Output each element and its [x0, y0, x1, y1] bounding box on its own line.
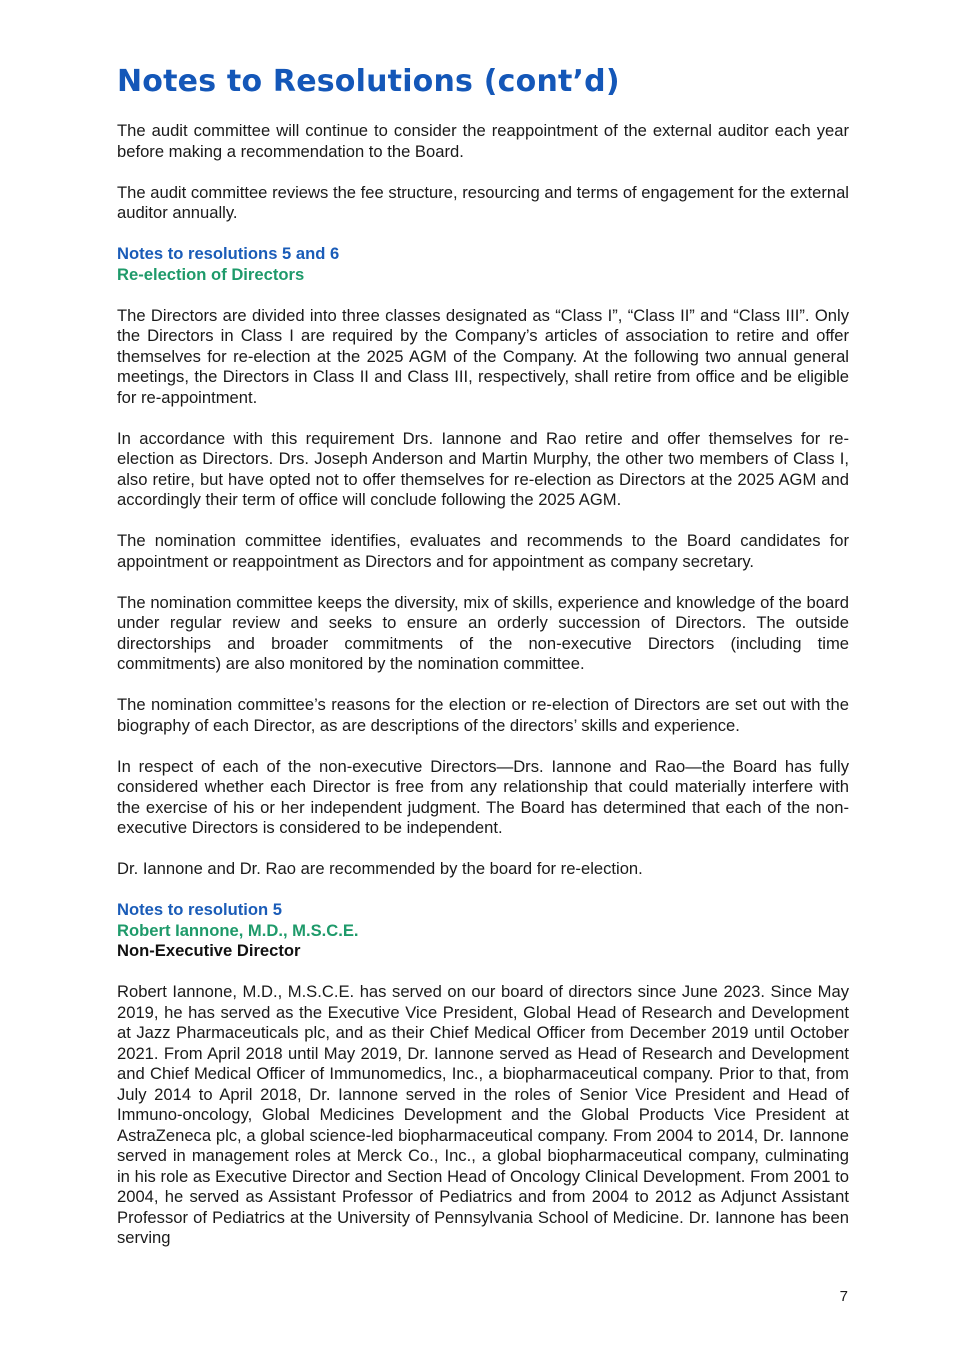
director-name: Robert Iannone, M.D., M.S.C.E. [117, 920, 359, 940]
page-number: 7 [839, 1288, 848, 1305]
paragraph: Dr. Iannone and Dr. Rao are recommended by the board for re-election. [117, 859, 643, 878]
paragraph: In accordance with this requirement Drs. Iannone and Rao retire and offer themselves for re-election as Directors. Drs. Joseph Anderson and Martin Murphy, the other two members of Class I, also retire, but have opted not to offer themselves for re-election as Directors at the 2025 AGM and accordingly their term of office will conclude following the 2025 AGM. [117, 428, 849, 509]
section-heading: Notes to resolutions 5 and 6 [117, 244, 340, 263]
paragraph: The audit committee reviews the fee structure, resourcing and terms of engagement for the external auditor annually. [117, 182, 849, 222]
director-biography: Robert Iannone, M.D., M.S.C.E. has served on our board of directors since June 2023. Since May 2019, he has served as the Executive Vice President, Global Head of Research and Development at Jazz Pharmaceuticals plc, and as their Chief Medical Officer from December 2019 until October 2021. From April 2018 until May 2019, Dr. Iannone served as Head of Research and Development and Chief Medical Officer of Immunomedics, Inc., a biopharmaceutical company. Prior to that, from July 2014 to April 2018, Dr. Iannone served in the roles of Senior Vice President and Head of Immuno-oncology, Global Medicines Development and the Global Products Vice President at AstraZeneca plc, a global science-led biopharmaceutical company. From 2004 to 2014, Dr. Iannone served in management roles at Merck Co., Inc., a global biopharmaceutical company, culminating in his role as Executive Director and Section Head of Oncology Clinical Development. From 2001 to 2004, he served as Assistant Professor of Pediatrics and from 2004 to 2012 as Adjunct Assistant Professor of Pediatrics at the University of Pennsylvania School of Medicine. Dr. Iannone has been serving [117, 982, 849, 1247]
paragraph: The nomination committee keeps the diversity, mix of skills, experience and knowledge of the board under regular review and seeks to ensure an orderly succession of Directors. The outside directorships and broader commitments of the non-executive Directors (including time commitments) are also monitored by the nomination committee. [117, 592, 849, 673]
director-role: Non-Executive Director [117, 941, 301, 960]
section-subheading: Re-election of Directors [117, 264, 305, 284]
paragraph: The Directors are divided into three classes designated as “Class I”, “Class II” and “Class III”. Only the Directors in Class I are required by the Company’s articles of association to retire and offer themselves for re-election at the 2025 AGM of the Company. At the following two annual general meetings, the Directors in Class II and Class III, respectively, shall retire from office and be eligible for re-appointment. [117, 305, 849, 407]
paragraph: The nomination committee identifies, evaluates and recommends to the Board candidates for appointment or reappointment as Directors and for appointment as company secretary. [117, 531, 849, 571]
section-heading: Notes to resolution 5 [117, 900, 283, 919]
paragraph: The nomination committee’s reasons for the election or re-election of Directors are set out with the biography of each Director, as are descriptions of the directors’ skills and experience. [117, 695, 849, 735]
paragraph: The audit committee will continue to consider the reappointment of the external auditor each year before making a recommendation to the Board. [117, 121, 849, 161]
page-title: Notes to Resolutions (cont’d) [117, 64, 620, 99]
paragraph: In respect of each of the non-executive Directors—Drs. Iannone and Rao—the Board has fully considered whether each Director is free from any relationship that could materially interfere with the exercise of his or her independent judgment. The Board has determined that each of the non-executive Directors is considered to be independent. [117, 756, 849, 837]
document-page [117, 62, 849, 1249]
